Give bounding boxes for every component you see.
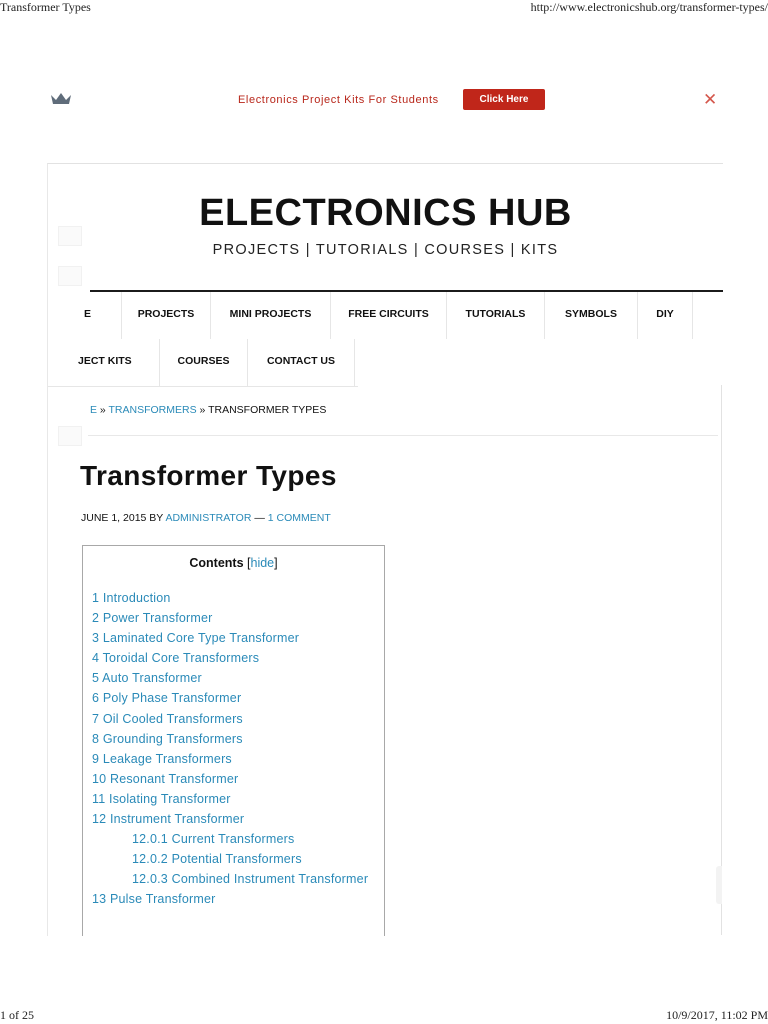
- print-footer: [0, 1008, 768, 1024]
- toc-heading: [83, 556, 384, 570]
- nav-bottom-rule: [48, 386, 358, 387]
- site-tagline: PROJECTS | TUTORIALS | COURSES | KITS: [212, 242, 559, 258]
- meta-dash: —: [251, 512, 268, 524]
- toc-item: [92, 648, 368, 668]
- breadcrumb-rule: [88, 435, 718, 436]
- side-tab[interactable]: [716, 866, 722, 904]
- toc-item: [92, 688, 368, 708]
- toc-item: [92, 668, 368, 688]
- nav-item-contact-us[interactable]: CONTACT US: [248, 339, 355, 386]
- nav-item-more[interactable]: [693, 292, 723, 339]
- toc-link[interactable]: 3 Laminated Core Type Transformer: [92, 631, 300, 646]
- breadcrumb-separator: »: [97, 404, 109, 416]
- toc-item: [92, 588, 368, 608]
- nav-item-free-circuits[interactable]: FREE CIRCUITS: [331, 292, 447, 339]
- toc-item: [92, 628, 368, 648]
- nav-item-courses[interactable]: COURSES: [160, 339, 248, 386]
- toc-list: [92, 588, 368, 910]
- toc-link[interactable]: 1 Introduction: [92, 591, 171, 605]
- toc-link[interactable]: 9 Leakage Transformers: [92, 751, 232, 766]
- post-date: JUNE 1, 2015 BY: [81, 512, 166, 524]
- print-header: [0, 0, 768, 16]
- toc-item: [92, 809, 368, 829]
- close-icon[interactable]: ✕: [703, 90, 718, 109]
- site-title[interactable]: ELECTRONICS HUB: [199, 192, 572, 234]
- nav-item-diy[interactable]: DIY: [638, 292, 693, 339]
- toc-title: Contents: [189, 556, 244, 570]
- page-frame: [47, 163, 723, 936]
- toc-link[interactable]: 13 Pulse Transformer: [92, 892, 216, 907]
- toc-link[interactable]: 12.0.2 Potential Transformers: [132, 852, 302, 867]
- nav-item-projects[interactable]: PROJECTS: [122, 292, 211, 339]
- comments-link[interactable]: 1 COMMENT: [267, 512, 331, 524]
- nav-item-project-kits[interactable]: JECT KITS: [48, 339, 160, 386]
- breadcrumb-home[interactable]: E: [90, 404, 98, 416]
- click-here-button[interactable]: Click Here: [463, 89, 545, 110]
- breadcrumb-transformers[interactable]: TRANSFORMERS: [108, 404, 197, 416]
- crown-icon: [50, 92, 72, 106]
- post-meta: [81, 512, 331, 524]
- nav-item-tutorials[interactable]: TUTORIALS: [447, 292, 545, 339]
- toc-link[interactable]: 12.0.1 Current Transformers: [132, 832, 295, 847]
- nav-item-mini-projects[interactable]: MINI PROJECTS: [211, 292, 331, 339]
- toc-item: [92, 608, 368, 628]
- toc-item: [92, 709, 368, 729]
- toc-subitem: [92, 829, 368, 849]
- toc-link[interactable]: 7 Oil Cooled Transformers: [92, 711, 243, 726]
- toc-item: [92, 789, 368, 809]
- toc-link[interactable]: 12.0.3 Combined Instrument Transformer: [132, 872, 369, 887]
- print-footer-page: 1 of 25: [0, 1008, 34, 1022]
- toc-subitem: [92, 849, 368, 869]
- toc-link[interactable]: 8 Grounding Transformers: [92, 731, 243, 746]
- toc-link[interactable]: 5 Auto Transformer: [92, 671, 202, 686]
- print-header-url: http://www.electronicshub.org/transformer-types/: [530, 0, 768, 14]
- toc-item: [92, 889, 368, 909]
- main-nav-row-2: [48, 339, 355, 386]
- frame-edge: [721, 385, 722, 935]
- breadcrumb: [48, 404, 326, 416]
- main-nav-row-1: [48, 292, 723, 339]
- toc-item: [92, 769, 368, 789]
- breadcrumb-current: TRANSFORMER TYPES: [208, 404, 327, 416]
- toc-subitem: [92, 869, 368, 889]
- promo-text: Electronics Project Kits For Students: [238, 94, 439, 106]
- toc-link[interactable]: 6 Poly Phase Transformer: [92, 691, 242, 706]
- toc-link[interactable]: 4 Toroidal Core Transformers: [92, 651, 260, 666]
- toc-item: [92, 729, 368, 749]
- nav-item-home[interactable]: E: [48, 292, 122, 339]
- nav-item-symbols[interactable]: SYMBOLS: [545, 292, 638, 339]
- print-footer-datetime: 10/9/2017, 11:02 PM: [666, 1008, 768, 1022]
- toc-link[interactable]: 11 Isolating Transformer: [92, 791, 231, 806]
- toc-link[interactable]: 12 Instrument Transformer: [92, 812, 245, 827]
- toc-item: [92, 749, 368, 769]
- breadcrumb-separator: »: [196, 404, 209, 416]
- table-of-contents: [82, 545, 385, 936]
- page-title: Transformer Types: [80, 460, 337, 491]
- toc-link[interactable]: 2 Power Transformer: [92, 611, 213, 626]
- print-header-title: Transformer Types: [0, 0, 91, 14]
- promo-bar: [0, 88, 768, 114]
- toc-bracket: ]: [274, 556, 278, 570]
- toc-hide-link[interactable]: hide: [250, 556, 275, 570]
- author-link[interactable]: ADMINISTRATOR: [165, 512, 252, 524]
- toc-link[interactable]: 10 Resonant Transformer: [92, 771, 239, 786]
- toc-bracket: [: [243, 556, 251, 570]
